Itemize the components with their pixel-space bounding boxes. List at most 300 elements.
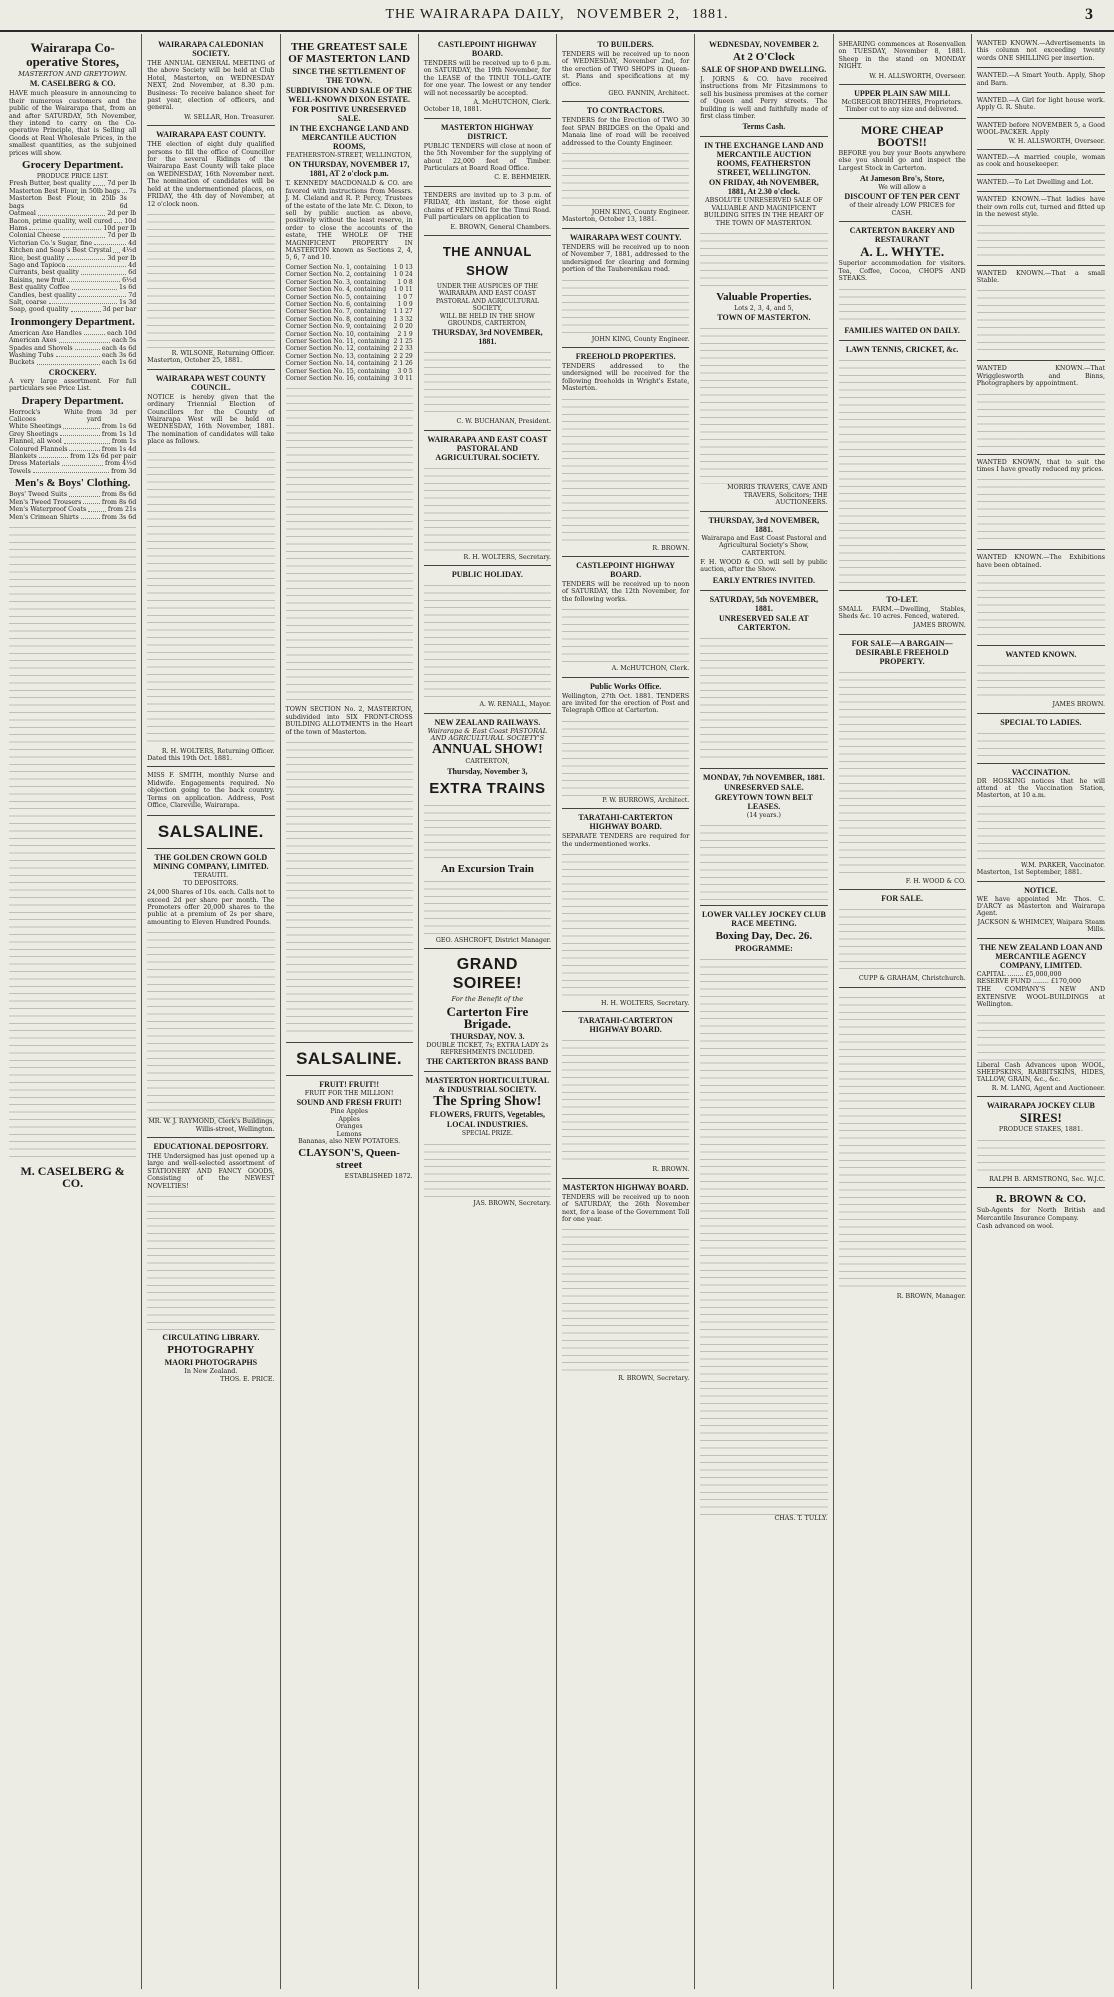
boxing-day: Boxing Day, Dec. 26. xyxy=(715,930,813,943)
unreserved-line: UNRESERVED SALE. xyxy=(724,782,804,792)
west-title: WAIRARAPA WEST COUNTY COUNCIL. xyxy=(155,373,266,392)
masthead-year: 1881. xyxy=(692,7,729,22)
grocery-item xyxy=(9,188,136,195)
leader-dots xyxy=(59,337,110,342)
society-body xyxy=(424,464,551,554)
lang-sign: R. M. LANG, Agent and Auctioneer. xyxy=(991,1084,1105,1092)
item-price: each 3s 6d xyxy=(101,352,137,359)
grocery-item xyxy=(9,240,136,247)
carterton-label: CARTERTON, xyxy=(465,758,510,766)
lot-name: Corner Section No. 5, containing xyxy=(285,293,386,301)
wanted-11 xyxy=(977,550,1105,646)
west-tender-text: TENDERS will be received up to noon of November 7, 1881, addressed to the undersigned for clearing and forming portion of the Tauherenikau road. xyxy=(562,243,690,274)
mhb-body xyxy=(562,1225,689,1375)
item-name: Best quality Coffee xyxy=(9,284,70,292)
boots-title: MORE CHEAP BOOTS!! xyxy=(860,122,944,149)
leader-dots xyxy=(93,180,106,185)
manager-body xyxy=(839,993,966,1293)
masthead-title: THE WAIRARAPA DAILY, xyxy=(385,7,565,22)
leader-dots xyxy=(75,345,100,350)
special-prize: SPECIAL PRIZE. xyxy=(461,1130,513,1138)
land-sale-unreserved: FOR POSITIVE UNRESERVED SALE. xyxy=(292,105,407,123)
grocery-item xyxy=(9,277,136,284)
item-name: Dress Materials xyxy=(9,460,60,468)
item-price: from 8s 6d xyxy=(101,491,137,499)
exchange-sale-ad xyxy=(700,137,827,511)
freehold-title: FREEHOLD PROPERTIES. xyxy=(575,351,676,361)
item-name: Raisins, new fruit xyxy=(9,276,66,284)
item-price: 4d xyxy=(128,261,137,269)
item-price: 3d per bar xyxy=(102,306,137,314)
taratahi-body xyxy=(562,850,689,1000)
gold-text: 24,000 Shares of 10s. each. Calls not to exceed 2d per share per month. The Promoters offer 20,000 shares to the public at a premium of 2s per share, amounting to Eleven Hundred Pounds. xyxy=(147,889,275,926)
item-price: 3d per lb xyxy=(107,254,137,262)
lot-name: Corner Section No. 9, containing xyxy=(285,323,386,331)
price-list-body xyxy=(9,523,136,1163)
wanted-known xyxy=(977,646,1105,713)
annual-show-ad xyxy=(424,236,551,431)
exchange-body xyxy=(700,229,827,289)
castlepoint-sign: A. McHUTCHON, Clerk. xyxy=(611,665,690,673)
wanted-4-text: WANTED before NOVEMBER 5, a Good WOOL-PACKER. Apply xyxy=(976,121,1105,137)
item-price: from 4½d xyxy=(105,460,137,468)
item-price: from 12s 6d per pair xyxy=(70,453,137,461)
ironmongery-item xyxy=(9,359,136,366)
wanted-9-body xyxy=(977,390,1105,450)
freehold-text: TENDERS addressed to the undersigned will be received for the following freeholds in Wright's Estate, Masterton. xyxy=(562,362,690,393)
east-title: WAIRARAPA EAST COUNTY. xyxy=(156,130,266,140)
refreshments: REFRESHMENTS INCLUDED. xyxy=(440,1049,535,1056)
leader-dots xyxy=(113,247,120,252)
photo-heading: PHOTOGRAPHY xyxy=(167,1344,255,1357)
wanted-10 xyxy=(977,455,1105,551)
item-price: 2d per lb xyxy=(107,210,137,218)
item-price: each 4s 6d xyxy=(101,344,137,352)
masterton-text: PUBLIC TENDERS will close at noon of the 5th November for the supplying of about 22,000 feet of Timber. Particulars at Board Road Office. xyxy=(423,142,551,173)
grocery-list xyxy=(9,180,136,313)
fruit-sub: FRUIT FOR THE MILLION! xyxy=(304,1090,394,1097)
wanted-7 xyxy=(977,192,1105,265)
store-title: Wairarapa Co-operative Stores, xyxy=(26,40,120,69)
east-date: Masterton, October 25, 1881. xyxy=(147,357,243,365)
leader-dots xyxy=(67,262,126,267)
grocery-sub: PRODUCE PRICE LIST. xyxy=(36,173,109,181)
castlepoint-tender-2 xyxy=(562,557,689,678)
saturday-body xyxy=(700,634,827,764)
lot-size: 1 1 27 xyxy=(393,308,413,316)
stakes-line: PRODUCE STAKES, 1881. xyxy=(998,1126,1083,1134)
lot-row xyxy=(286,368,413,375)
valuable-body xyxy=(700,324,827,484)
leader-dots xyxy=(29,225,101,230)
extra-trains: EXTRA TRAINS xyxy=(429,779,546,797)
reserve-line: RESERVE FUND ........ £170,000 xyxy=(976,978,1081,986)
land-sale-subtitle: SINCE THE SETTLEMENT OF THE TOWN. xyxy=(292,67,406,85)
leader-dots xyxy=(64,438,110,443)
soiree-date: THURSDAY, NOV. 3. xyxy=(450,1031,525,1041)
item-price: 10d per lb xyxy=(103,224,137,232)
column-1 xyxy=(4,34,142,1989)
agent-notice xyxy=(977,882,1105,939)
leader-dots xyxy=(71,306,101,311)
soiree-title: GRAND SOIREE! xyxy=(452,956,523,993)
drapery-item xyxy=(9,460,136,467)
clothing-item xyxy=(9,499,136,506)
leader-dots xyxy=(37,359,100,364)
fruit-list xyxy=(286,1108,413,1145)
fire-brigade: Carterton Fire Brigade. xyxy=(446,1003,529,1031)
hort-title: MASTERTON HORTICULTURAL & INDUSTRIAL SOCIETY. xyxy=(425,1076,550,1095)
masterton-highway-tender xyxy=(424,119,551,187)
wanted-known-body xyxy=(977,661,1105,701)
leader-dots xyxy=(60,431,100,436)
lot-size: 1 0 8 xyxy=(397,278,413,286)
item-name: Masterton Best Flour, in 50lb bags xyxy=(9,187,120,195)
grocery-item xyxy=(9,292,136,299)
lot-size: 1 0 13 xyxy=(393,263,413,271)
town-section-body xyxy=(286,738,413,1038)
excursion-body xyxy=(424,877,551,937)
drapery-item xyxy=(9,438,136,445)
saturday-line: SATURDAY, 5th NOVEMBER, 1881. xyxy=(709,594,819,613)
item-name: Buckets xyxy=(9,359,35,367)
show-body xyxy=(424,348,551,418)
grocery-item xyxy=(9,269,136,276)
lawn-tennis-ad xyxy=(839,341,966,591)
west-tender-title: WAIRARAPA WEST COUNTY. xyxy=(569,232,682,242)
lot-row xyxy=(286,301,413,308)
item-name: American Axes xyxy=(9,337,57,345)
monday-line: MONDAY, 7th NOVEMBER, 1881. xyxy=(703,772,825,782)
wanted-9-text: WANTED KNOWN.—That Wrigglesworth and Binns, Photographers by appointment. xyxy=(976,365,1105,388)
item-price: 7d xyxy=(128,291,137,299)
highway-text: TENDERS will be received up to 6 p.m. on SATURDAY, the 19th November, for the LEASE of the TINUI TOLL-GATE for one year. The lowest or any tender will not necessarily be accepted. xyxy=(423,60,551,97)
holiday-body xyxy=(424,581,551,701)
contractors-title: TO CONTRACTORS. xyxy=(586,106,665,116)
boots-text: BEFORE you buy your Boots anywhere else you should go and inspect the Largest Stock in Carterton. xyxy=(838,149,966,172)
soiree-ad xyxy=(424,949,551,1072)
mhb-sign: R. BROWN, Secretary. xyxy=(618,1375,690,1383)
item-price: 7d per lb xyxy=(107,232,137,240)
lot-size: 1 3 32 xyxy=(393,315,413,323)
nurse-text: MISS F. SMITH, monthly Nurse and Midwife. Engagements required. No objection going to the back country. Terms on application. Address, Post Office, Clareville, Wairarapa. xyxy=(147,772,275,809)
vaccination-text: DR HOSKING notices that he will attend at the Vaccination Station, Masterton, at 10 a.m. xyxy=(976,777,1105,800)
grocery-item xyxy=(9,262,136,269)
jockey-club-sign: RALPH B. ARMSTRONG, Sec. W.J.C. xyxy=(989,1175,1105,1183)
wanted-7-body xyxy=(977,221,1105,261)
sale-text: J. JORNS & CO. have received instructions from Mr Fitzsimmons to sell his business premises at the corner of Queen and Perry streets. The building is well and faithfully made of first class timber. xyxy=(700,76,828,121)
leader-dots xyxy=(114,218,122,223)
item-name: American Axe Handles xyxy=(9,329,82,337)
item-name: Currants, best quality xyxy=(9,269,79,277)
taratahi-tender xyxy=(562,809,689,1012)
item-name: Colonial Cheese xyxy=(9,232,61,240)
contractors-text: TENDERS for the Erection of TWO 30 feet SPAN BRIDGES on the Opaki and Manaia line of road will be received addressed to the County Engineer. xyxy=(562,117,690,147)
lot-size: 2 1 9 xyxy=(397,330,413,338)
wanted-8-text: WANTED KNOWN.—That a small Stable. xyxy=(976,269,1105,284)
town-section-text: TOWN SECTION No. 2, MASTERTON, subdivided into SIX FRONT-CROSS BUILDING ALLOTMENTS in the Heart of the town of Masterton. xyxy=(285,706,413,736)
grocery-item xyxy=(9,180,136,187)
brass-band: THE CARTERTON BRASS BAND xyxy=(426,1057,549,1067)
fruit-sound: SOUND AND FRESH FRUIT! xyxy=(296,1098,402,1108)
item-name: Men's Waterproof Coats xyxy=(9,506,87,514)
lot-row xyxy=(286,279,413,286)
west-county-tender xyxy=(562,229,689,348)
taratahi-sign: H. H. WOLTERS, Secretary. xyxy=(601,1000,690,1007)
highway-title: CASTLEPOINT HIGHWAY BOARD. xyxy=(437,40,537,58)
grocery-item xyxy=(9,247,136,254)
holiday-title: PUBLIC HOLIDAY. xyxy=(451,570,523,580)
tinui-sign: E. BROWN, General Chambers. xyxy=(450,223,551,231)
wanted-10-text: WANTED KNOWN, that to suit the times I have greatly reduced my prices. xyxy=(976,458,1105,473)
loan-agency-ad xyxy=(977,939,1105,1098)
greytown-line: GREYTOWN TOWN BELT LEASES. xyxy=(714,792,813,811)
edu-body xyxy=(147,1192,274,1332)
item-price: from 1s 4d xyxy=(101,445,137,453)
clayson-title: CLAYSON'S, Queen-street xyxy=(298,1147,400,1172)
wanted-4-sign: W. H. ALLSWORTH, Overseer. xyxy=(1008,137,1105,145)
item-name: Salt, coarse xyxy=(9,298,47,306)
edu-title: EDUCATIONAL DEPOSITORY. xyxy=(153,1142,269,1152)
wanted-3 xyxy=(977,93,1105,118)
carterton-show-sale xyxy=(700,512,827,591)
lot-size: 2 2 29 xyxy=(393,352,413,360)
east-body xyxy=(147,210,274,350)
thursday-sale-line: THURSDAY, 3rd NOVEMBER, 1881. xyxy=(708,515,820,534)
contractors-body xyxy=(562,149,689,209)
item-name: Candles, best quality xyxy=(9,291,77,299)
drapery-item xyxy=(9,431,136,438)
exchange-heading: IN THE EXCHANGE LAND AND MERCANTILE AUCTION ROOMS, FEATHERSTON STREET, WELLINGTON. xyxy=(704,141,824,178)
item-name: White Sheetings xyxy=(9,423,62,431)
notice-text: WE have appointed Mr. Thos. C. D'ARCY as Masterton and Wairarapa Agent. xyxy=(976,895,1105,918)
wanted-8 xyxy=(977,266,1105,362)
item-price: 6½d xyxy=(122,276,137,284)
freehold-properties xyxy=(562,348,689,557)
educational-depository-ad xyxy=(147,1138,274,1387)
leader-dots xyxy=(49,299,117,304)
capital-line: CAPITAL ........ £5,000,000 xyxy=(976,970,1062,978)
wanted-5-text: WANTED.—A married couple, woman as cook and housekeeper. xyxy=(976,154,1105,169)
hort-sign: JAS. BROWN, Secretary. xyxy=(473,1199,551,1207)
fruit-item: Lemons xyxy=(336,1130,362,1138)
castlepoint-body xyxy=(562,605,689,665)
masterton-land-sale-ad xyxy=(286,36,413,1043)
taratahi-text: SEPARATE TENDERS are required for the undermentioned works. xyxy=(562,833,690,848)
grocery-item xyxy=(9,299,136,306)
tinui-text: TENDERS are invited up to 3 p.m. of FRIDAY, 4th instant, for those eight chains of FENCING for the Tinui Road. Full particulars on application to xyxy=(423,191,551,222)
lot-row xyxy=(286,308,413,315)
item-name: Victorian Co.'s Sugar, fine xyxy=(9,239,93,247)
lots-line: Lots 2, 3, 4, and 5, xyxy=(734,305,794,313)
item-name: Blankets xyxy=(9,453,37,461)
ironmongery-list xyxy=(9,330,136,367)
caledonian-notice xyxy=(147,36,274,126)
valuable-properties: Valuable Properties. xyxy=(716,291,812,304)
show-sign: C. W. BUCHANAN, President. xyxy=(456,418,551,426)
column-4 xyxy=(419,34,557,1989)
lot-row xyxy=(286,264,413,271)
columns xyxy=(4,34,1110,1989)
excursion-train: An Excursion Train xyxy=(440,862,534,875)
leader-dots xyxy=(56,352,100,357)
item-price: from 3d per yard xyxy=(86,408,137,424)
plain-title: UPPER PLAIN SAW MILL xyxy=(854,89,951,99)
maori-heading: MAORI PHOTOGRAPHS xyxy=(164,1358,258,1368)
masterton-title: MASTERTON HIGHWAY DISTRICT. xyxy=(440,122,534,141)
jockey-sires-ad xyxy=(977,1097,1105,1188)
crockery-text: A very large assortment. For full particulars see Price List. xyxy=(9,377,137,393)
works-title: Public Works Office. xyxy=(590,681,662,691)
works-body xyxy=(562,717,689,797)
lot-size: 3 0 5 xyxy=(397,367,413,375)
jockey-title: LOWER VALLEY JOCKEY CLUB RACE MEETING. xyxy=(701,910,826,929)
special-body xyxy=(977,729,1105,759)
west-date: Dated this 19th Oct. 1881. xyxy=(147,754,233,762)
shearing-text: SHEARING commences at Rosenvallen on TUESDAY, November 8, 1881. Sheep in the stand on MONDAY NIGHT. xyxy=(838,41,966,71)
land-sale-sub: SUBDIVISION AND SALE OF THE WELL-KNOWN DIXON ESTATE. xyxy=(285,86,413,104)
saw-mill-ad xyxy=(839,85,966,119)
salsaline-ad xyxy=(147,816,274,849)
salsaline-title-2: SALSALINE. xyxy=(296,1049,403,1068)
item-name: Sago and Tapioca xyxy=(9,261,66,269)
salsaline-ad-2 xyxy=(286,1043,413,1076)
ticket-price: DOUBLE TICKET, 7s; EXTRA LADY 2s xyxy=(426,1041,549,1049)
vaccinator-date: Masterton, 1st September, 1881. xyxy=(976,869,1083,877)
leader-dots xyxy=(81,269,126,274)
column-7 xyxy=(834,34,972,1989)
advances-text: Liberal Cash Advances upon WOOL, SHEEPSKINS, RABBITSKINS, HIDES, TALLOW, GRAIN, &c., &c. xyxy=(976,1061,1105,1084)
item-name: Kitchen and Soap's Best Crystal xyxy=(9,247,112,255)
castlepoint-title: CASTLEPOINT HIGHWAY BOARD. xyxy=(576,560,676,579)
grocery-item xyxy=(9,195,136,210)
leader-dots xyxy=(69,446,99,451)
mens-list xyxy=(9,491,136,521)
clayson-sub: ESTABLISHED 1872. xyxy=(344,1173,413,1181)
clothing-item xyxy=(9,506,136,513)
clothing-item xyxy=(9,514,136,521)
item-name: Men's Crimean Shirts xyxy=(9,513,79,521)
plain-sub: McGREGOR BROTHERS, Proprietors. xyxy=(841,99,963,107)
item-name: Towels xyxy=(9,467,31,475)
item-price: 4½d xyxy=(122,247,137,255)
column-8 xyxy=(972,34,1110,1989)
lot-size: 2 0 20 xyxy=(393,323,413,331)
item-price: from 1s xyxy=(111,438,137,446)
edu-text: THE Undersigned has just opened up a large and well-selected assortment of STATIONERY AND FANCY GOODS, Consisting of the NEWEST NOVELTIES! xyxy=(147,1153,275,1190)
auctioneers-sign: MORRIS TRAVERS, CAVE AND TRAVERS, Solicitors; THE AUCTIONEERS. xyxy=(727,484,828,507)
drapery-item xyxy=(9,446,136,453)
ironmongery-item xyxy=(9,330,136,337)
leader-dots xyxy=(88,506,106,511)
lot-size: 1 0 7 xyxy=(397,293,413,301)
wanted-4 xyxy=(977,118,1105,150)
lot-name: Corner Section No. 8, containing xyxy=(285,315,386,323)
item-price: 4d xyxy=(128,239,137,247)
item-price: 6d xyxy=(128,269,137,277)
leader-dots xyxy=(81,514,100,519)
lot-size: 3 0 11 xyxy=(393,374,413,382)
masterton-highway-board xyxy=(562,1179,689,1387)
drapery-item xyxy=(9,409,136,424)
column-3 xyxy=(281,34,419,1989)
wanted-known-sign: JAMES BROWN. xyxy=(1052,701,1105,709)
store-footer: M. CASELBERG & CO. xyxy=(20,1163,125,1190)
show-sub: UNDER THE AUSPICES OF THE WAIRARAPA AND EAST COAST PASTORAL AND AGRICULTURAL SOCIETY, xyxy=(435,282,539,313)
lot-size: 1 0 11 xyxy=(393,286,413,294)
freehold-bargain-ad xyxy=(839,635,966,890)
bargain-body xyxy=(839,668,966,878)
mhb-title: MASTERTON HIGHWAY BOARD. xyxy=(562,1182,689,1192)
tolet-title: TO-LET. xyxy=(886,594,918,604)
item-price: 3s 6d xyxy=(119,195,128,210)
item-name: Coloured Flannels xyxy=(9,445,68,453)
grocery-item xyxy=(9,255,136,262)
lot-row xyxy=(286,294,413,301)
sires-title: SIRES! xyxy=(1019,1110,1062,1126)
shop-sale-ad xyxy=(700,36,827,137)
shearing-sign: W. H. ALLSWORTH, Overseer. xyxy=(869,72,966,80)
item-name: Spades and Shovels xyxy=(9,344,73,352)
wool-text: THE COMPANY'S NEW AND EXTENSIVE WOOL-BUILDINGS at Wellington. xyxy=(976,986,1105,1009)
lot-row xyxy=(286,286,413,293)
grocery-item xyxy=(9,306,136,313)
library-heading: CIRCULATING LIBRARY. xyxy=(162,1333,260,1343)
wanted-1-text: WANTED KNOWN.—Advertisements in this column not exceeding twenty words ONE SHILLING per insertion. xyxy=(976,40,1105,62)
spring-show: The Spring Show! xyxy=(433,1094,542,1110)
edu-sign: THOS. E. PRICE. xyxy=(220,1375,275,1383)
store-owner: M. CASELBERG & CO. xyxy=(29,79,116,89)
item-name: Boys' Tweed Suits xyxy=(9,491,67,499)
caledonian-title: WAIRARAPA CALEDONIAN SOCIETY. xyxy=(158,40,264,58)
item-price: 7s xyxy=(129,187,137,195)
saturday-sale xyxy=(700,591,827,769)
fruit-item: Pine Apples xyxy=(330,1108,368,1116)
item-name: Oatmeal xyxy=(9,210,36,218)
lot-size: 1 0 9 xyxy=(397,300,413,308)
programme-label: PROGRAMME: xyxy=(734,944,793,954)
railways-title: NEW ZEALAND RAILWAYS. xyxy=(434,717,541,727)
caledonian-sign: W. SELLAR, Hon. Treasurer. xyxy=(184,113,275,121)
crockery-heading: CROCKERY. xyxy=(48,367,97,377)
leader-dots xyxy=(63,423,99,428)
manager-sign: R. BROWN, Manager. xyxy=(896,1292,966,1300)
thursday-label: Thursday, November 3, xyxy=(447,766,528,776)
gold-mining-notice xyxy=(147,849,274,1138)
wanted-3-text: WANTED.—A Girl for light house work. Apply G. R. Shute. xyxy=(976,97,1105,112)
cupp-sign: CUPP & GRAHAM, Christchurch. xyxy=(858,975,966,983)
brown-co-ad xyxy=(977,1188,1105,1234)
leader-dots xyxy=(38,210,105,215)
lot-name: Corner Section No. 7, containing xyxy=(285,308,386,316)
soiree-sub: For the Benefit of the xyxy=(451,995,524,1004)
east-sign: R. WILSONE, Returning Officer. xyxy=(171,349,275,357)
railways-ad xyxy=(424,714,551,950)
taratahi2-body xyxy=(562,1036,689,1166)
leader-dots xyxy=(63,232,106,237)
lot-name: Corner Section No. 14, containing xyxy=(285,360,390,368)
builders-tender xyxy=(562,36,689,102)
column-6 xyxy=(695,34,833,1989)
vaccinator-sign: W.M. PARKER, Vaccinator. xyxy=(1020,861,1105,869)
tolet-sign: JAMES BROWN. xyxy=(913,622,966,630)
wanted-known-title: WANTED KNOWN. xyxy=(1005,650,1077,660)
highway-date: October 18, 1881. xyxy=(423,106,482,114)
column-5 xyxy=(557,34,695,1989)
drapery-item xyxy=(9,423,136,430)
hort-body xyxy=(424,1140,551,1200)
east-county-notice xyxy=(147,126,274,369)
